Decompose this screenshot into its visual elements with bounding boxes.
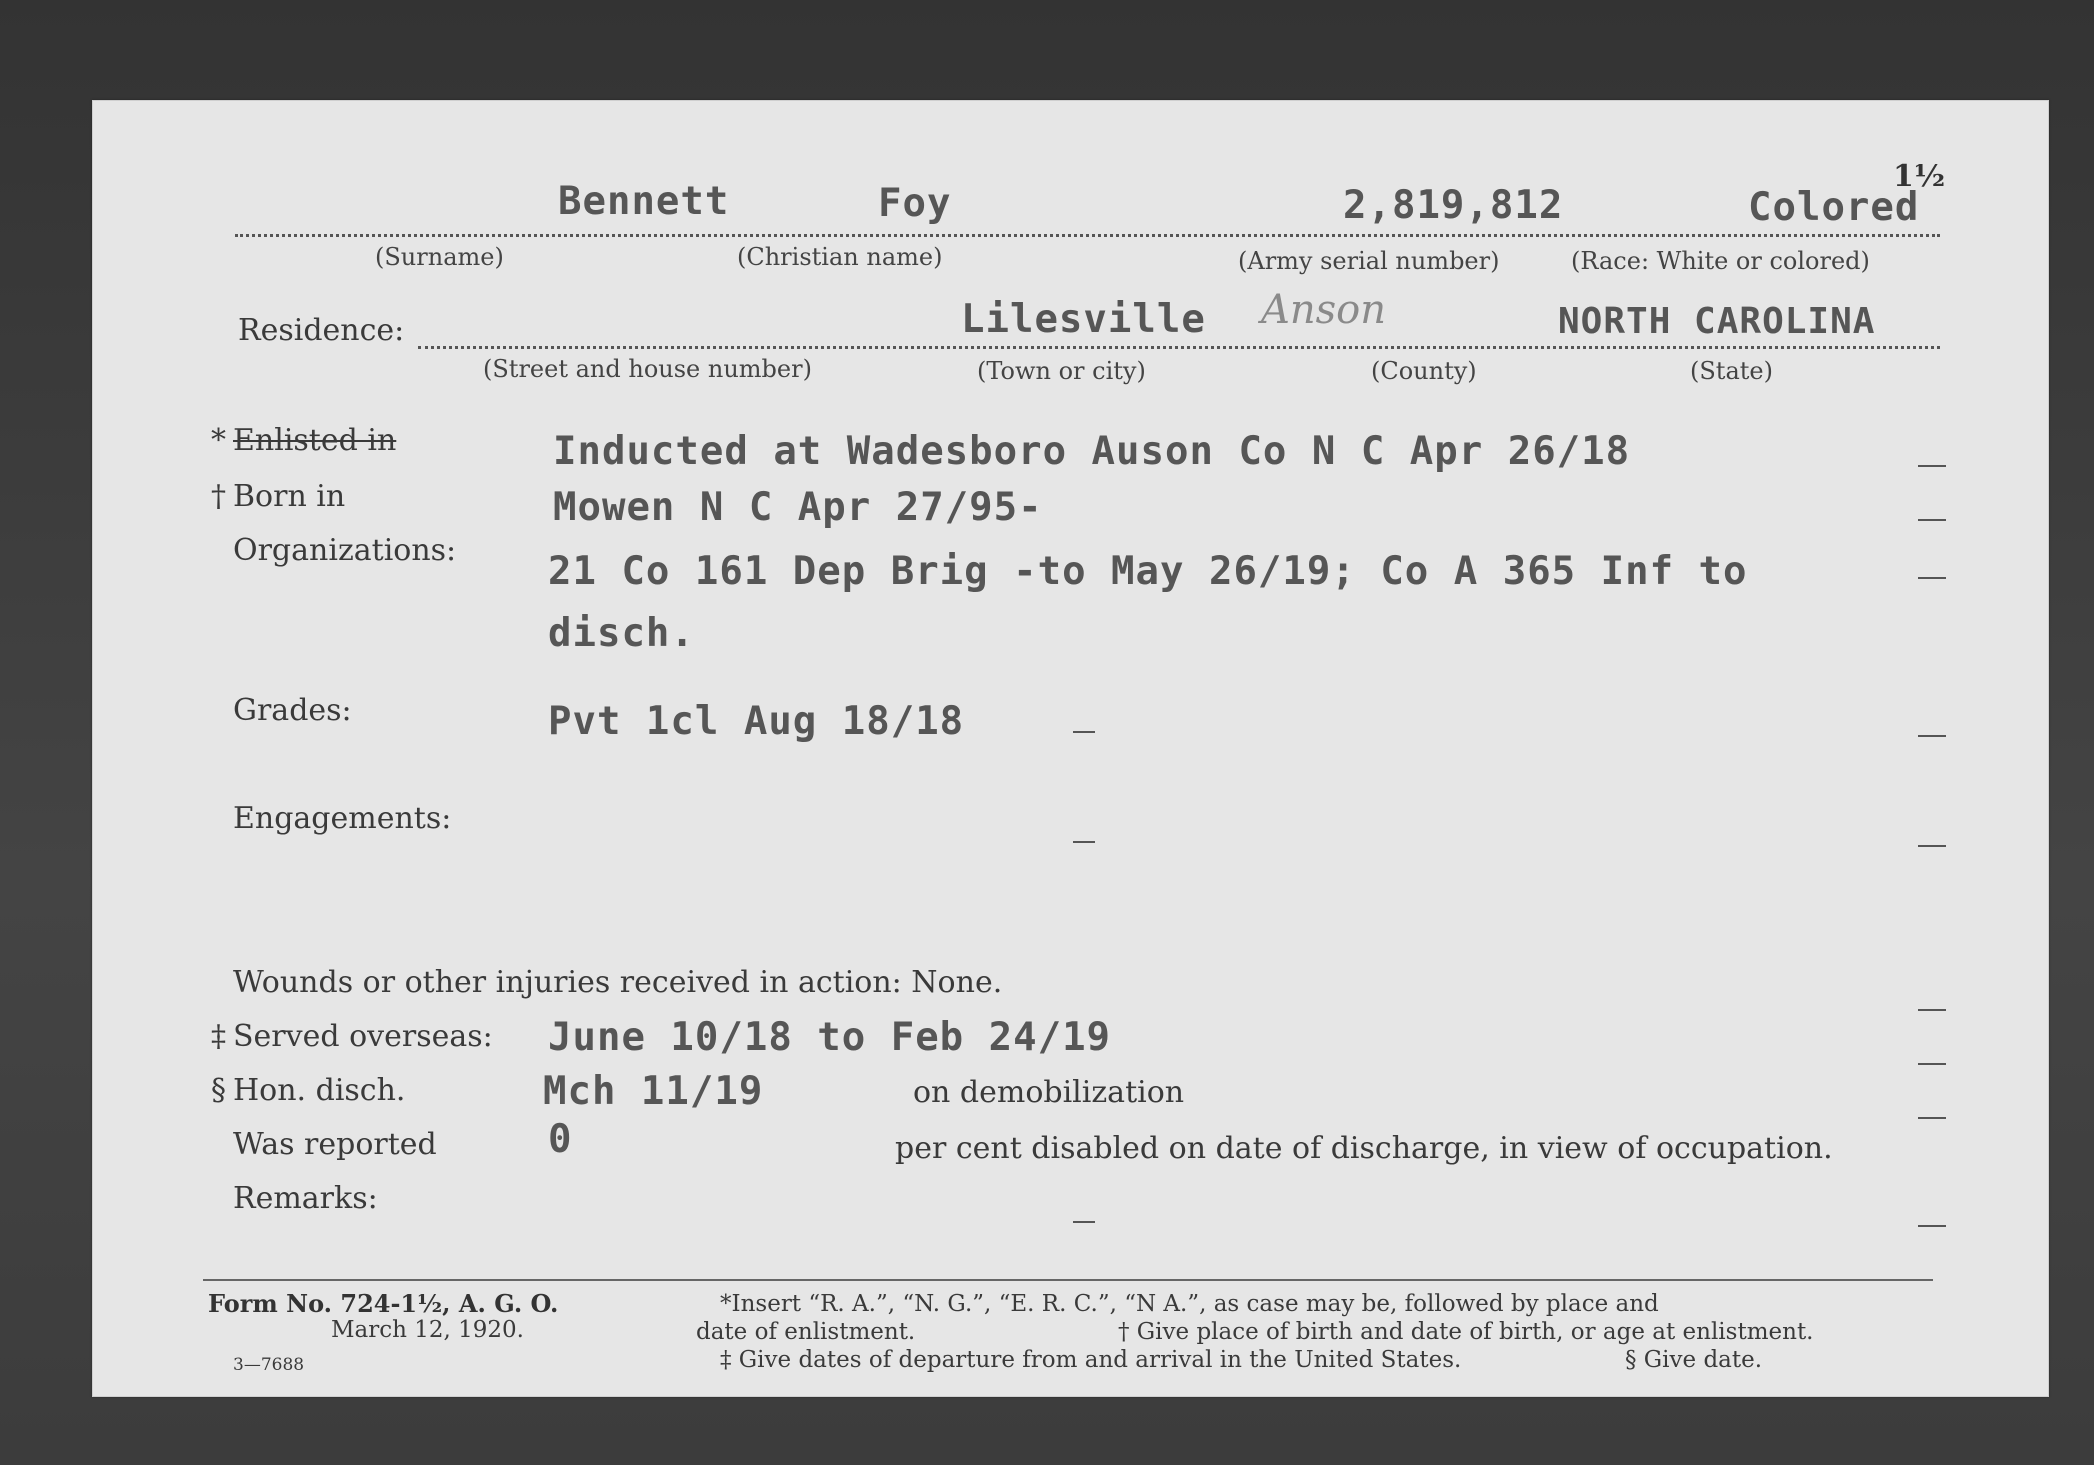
christian-name-caption: (Christian name) [737,243,943,271]
wounds-text: Wounds or other injuries received in action: None. [233,965,1003,1000]
reported-value: 0 [548,1117,573,1162]
grades-dash [1918,735,1946,737]
state-value: NORTH CAROLINA [1558,301,1876,342]
service-record-card [92,100,2049,1397]
grades-label: Grades: [233,693,352,728]
form-code: 3—7688 [233,1355,305,1375]
footnote-discharge: § Give date. [1625,1347,1763,1373]
county-caption: (County) [1371,357,1477,385]
street-caption: (Street and house number) [483,355,812,383]
race-value: Colored [1748,185,1920,230]
overseas-dash [1918,1063,1946,1065]
footnote-overseas: ‡ Give dates of departure from and arrival in the United States. [720,1347,1462,1373]
serial-number-caption: (Army serial number) [1238,247,1500,275]
footer-rule [203,1279,1933,1281]
surname-value: Bennett [558,179,730,224]
born-dash [1918,519,1946,521]
organizations-dash [1918,577,1946,579]
engagements-mid-dash [1073,841,1095,843]
fraction-mark: 1½ [1893,159,1946,194]
state-caption: (State) [1690,357,1773,385]
christian-name-value: Foy [878,181,952,226]
born-value: Mowen N C Apr 27/95- [553,485,1043,530]
engagements-dash [1918,845,1946,847]
enlisted-mark: * [211,423,226,458]
born-mark: † [211,479,226,514]
town-caption: (Town or city) [977,357,1146,385]
residence-label: Residence: [238,313,405,348]
race-caption: (Race: White or colored) [1571,247,1870,275]
reported-label: Was reported [233,1127,437,1162]
overseas-mark: ‡ [211,1019,226,1054]
born-label: Born in [233,479,346,514]
hon-disch-dash [1918,1117,1946,1119]
footnote-enlistment: *Insert “R. A.”, “N. G.”, “E. R. C.”, “N A.”, as case may be, followed by place and [720,1291,1659,1317]
hon-disch-mark: § [211,1073,226,1108]
form-date: March 12, 1920. [331,1317,524,1343]
hon-disch-suffix: on demobilization [913,1075,1185,1110]
enlisted-dash [1918,465,1946,467]
organizations-label: Organizations: [233,533,457,568]
overseas-value: June 10/18 to Feb 24/19 [548,1015,1112,1060]
residence-dotted-line [418,346,1940,349]
organizations-line1: 21 Co 161 Dep Brig -to May 26/19; Co A 365 Inf to [548,549,1748,594]
engagements-label: Engagements: [233,801,452,836]
organizations-line2: disch. [548,611,695,656]
serial-number-value: 2,819,812 [1343,183,1564,228]
surname-caption: (Surname) [375,243,504,271]
reported-suffix: per cent disabled on date of discharge, in view of occupation. [895,1131,1833,1166]
hon-disch-value: Mch 11/19 [543,1069,764,1114]
grades-mid-dash [1073,731,1095,733]
grades-value: Pvt 1cl Aug 18/18 [548,699,965,744]
overseas-label: Served overseas: [233,1019,493,1054]
enlisted-value: Inducted at Wadesboro Auson Co N C Apr 26/18 [553,429,1631,474]
hon-disch-label: Hon. disch. [233,1073,406,1108]
form-number: Form No. 724-1½, A. G. O. [208,1289,559,1318]
footnote-enlistment-cont: date of enlistment. [696,1319,916,1345]
remarks-dash [1918,1225,1946,1227]
footnote-birth: † Give place of birth and date of birth, or age at enlistment. [1118,1319,1814,1345]
town-value: Lilesville [961,297,1206,342]
wounds-dash [1918,1009,1946,1011]
remarks-label: Remarks: [233,1181,378,1216]
county-handwritten-value: Anson [1261,287,1387,333]
enlisted-label: Enlisted in [233,423,397,458]
remarks-mid-dash [1073,1221,1095,1223]
header-dotted-line [235,234,1940,237]
